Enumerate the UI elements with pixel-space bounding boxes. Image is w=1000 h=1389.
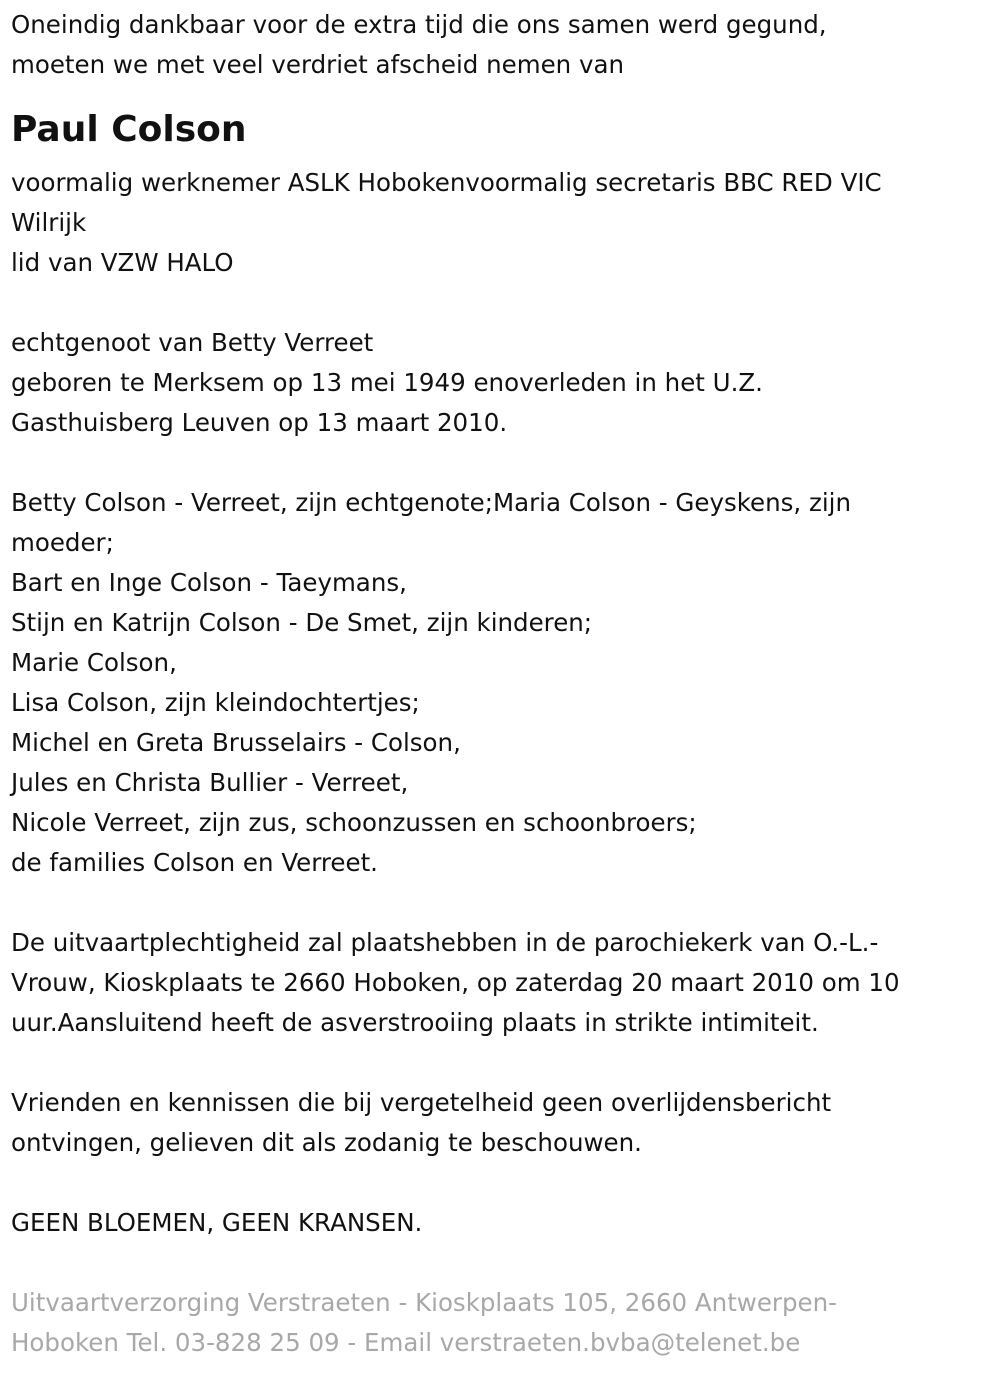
funeral-home-footer xyxy=(11,1283,989,1363)
spacer xyxy=(11,443,989,483)
ceremony-line-1: De uitvaartplechtigheid zal plaatshebben in de parochiekerk van O.-L.- xyxy=(11,928,879,957)
role-line-1: voormalig werknemer ASLK Hobokenvoormalig secretaris BBC RED VIC xyxy=(11,168,882,197)
spacer xyxy=(11,1163,989,1203)
footer-line-1: Uitvaartverzorging Verstraeten - Kioskplaats 105, 2660 Antwerpen- xyxy=(11,1288,837,1317)
bio-line-2: geboren te Merksem op 13 mei 1949 enoverleden in het U.Z. xyxy=(11,368,763,397)
spacer xyxy=(11,1043,989,1083)
family-line-2: moeder; xyxy=(11,528,114,557)
notice-section xyxy=(11,1083,989,1163)
spacer xyxy=(11,283,989,323)
role-line-3: lid van VZW HALO xyxy=(11,248,234,277)
intro-section xyxy=(11,5,989,85)
notice-line-2: ontvingen, gelieven dit als zodanig te beschouwen. xyxy=(11,1128,642,1157)
intro-line-1: Oneindig dankbaar voor de extra tijd die ons samen werd gegund, xyxy=(11,10,827,39)
family-line-3: Bart en Inge Colson - Taeymans, xyxy=(11,568,407,597)
ceremony-section xyxy=(11,923,989,1043)
footer-line-2: Hoboken Tel. 03-828 25 09 - Email verstraeten.bvba@telenet.be xyxy=(11,1328,801,1357)
flowers-request: GEEN BLOEMEN, GEEN KRANSEN. xyxy=(11,1208,423,1237)
intro-line-2: moeten we met veel verdriet afscheid nemen van xyxy=(11,50,625,79)
bio-line-1: echtgenoot van Betty Verreet xyxy=(11,328,374,357)
family-line-10: de families Colson en Verreet. xyxy=(11,848,378,877)
role-line-2: Wilrijk xyxy=(11,208,87,237)
family-line-1: Betty Colson - Verreet, zijn echtgenote;Maria Colson - Geyskens, zijn xyxy=(11,488,851,517)
family-line-7: Michel en Greta Brusselairs - Colson, xyxy=(11,728,461,757)
deceased-name: Paul Colson xyxy=(11,109,247,150)
ceremony-line-3: uur.Aansluitend heeft de asverstrooiing plaats in strikte intimiteit. xyxy=(11,1008,819,1037)
family-line-5: Marie Colson, xyxy=(11,648,177,677)
family-line-9: Nicole Verreet, zijn zus, schoonzussen en schoonbroers; xyxy=(11,808,697,837)
ceremony-line-2: Vrouw, Kioskplaats te 2660 Hoboken, op zaterdag 20 maart 2010 om 10 xyxy=(11,968,900,997)
spacer xyxy=(11,1243,989,1283)
notice-line-1: Vrienden en kennissen die bij vergetelheid geen overlijdensbericht xyxy=(11,1088,832,1117)
family-section xyxy=(11,483,989,883)
family-line-4: Stijn en Katrijn Colson - De Smet, zijn kinderen; xyxy=(11,608,593,637)
bio-section xyxy=(11,323,989,443)
spacer xyxy=(11,883,989,923)
roles-section xyxy=(11,163,989,283)
family-line-6: Lisa Colson, zijn kleindochtertjes; xyxy=(11,688,420,717)
bio-line-3: Gasthuisberg Leuven op 13 maart 2010. xyxy=(11,408,508,437)
family-line-8: Jules en Christa Bullier - Verreet, xyxy=(11,768,409,797)
